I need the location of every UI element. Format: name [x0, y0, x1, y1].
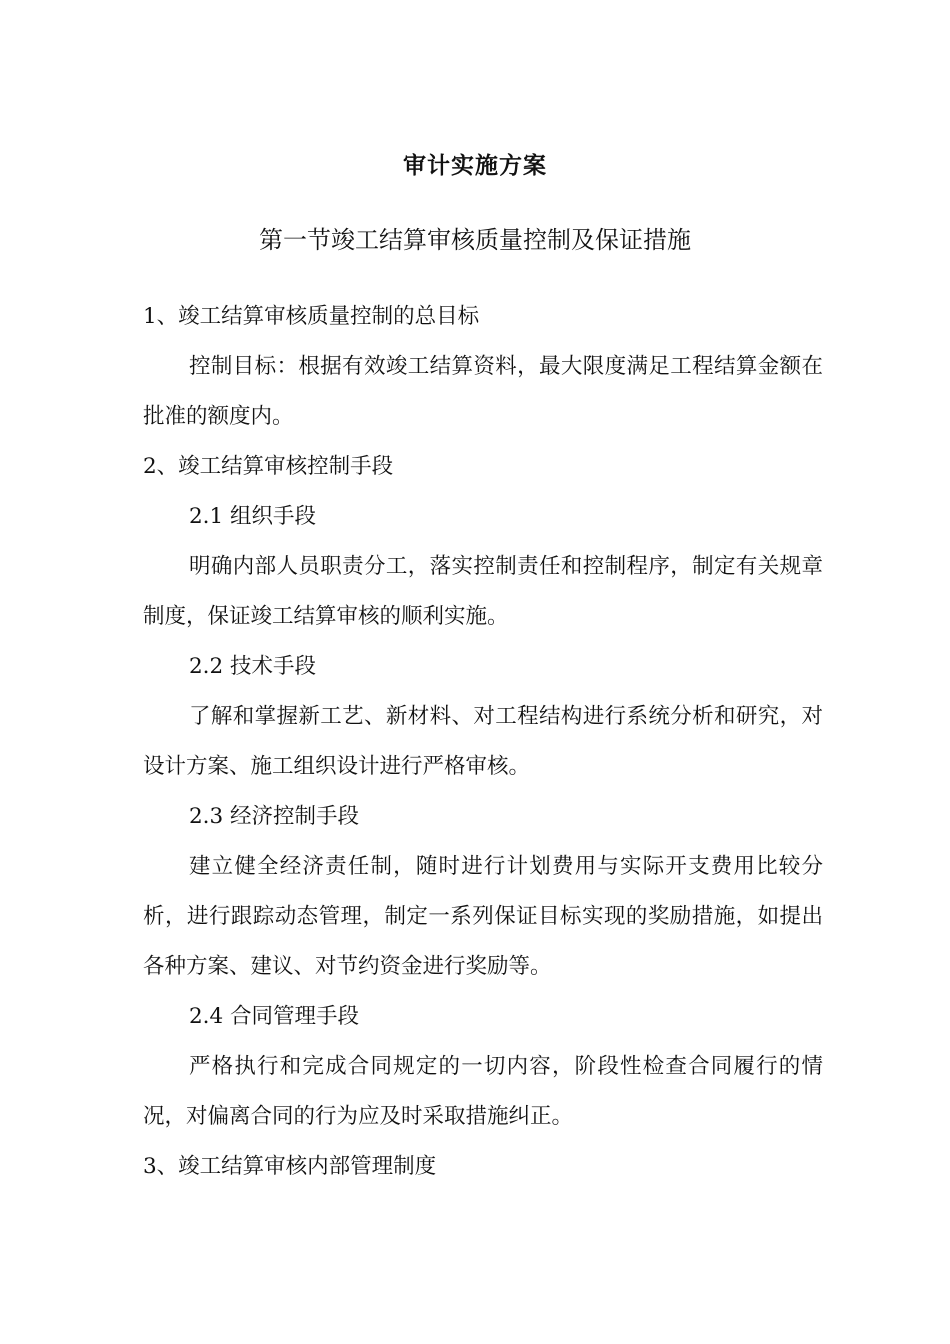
subheading-2-1: 2.1 组织手段 — [189, 504, 317, 529]
paragraph-technical: 了解和掌握新工艺、新材料、对工程结构进行系统分析和研究，对设计方案、施工组织设计进行严格审核。 — [143, 704, 823, 779]
section-title: 第一节竣工结算审核质量控制及保证措施 — [259, 226, 691, 254]
heading-3: 3、竣工结算审核内部管理制度 — [143, 1154, 437, 1179]
paragraph-organization: 明确内部人员职责分工，落实控制责任和控制程序，制定有关规章制度，保证竣工结算审核的顺利实施。 — [143, 554, 823, 629]
document-body — [143, 292, 823, 1192]
subheading-2-4: 2.4 合同管理手段 — [189, 1004, 360, 1029]
paragraph-contract: 严格执行和完成合同规定的一切内容，阶段性检查合同履行的情况，对偏离合同的行为应及时采取措施纠正。 — [143, 1054, 823, 1129]
heading-1: 1、竣工结算审核质量控制的总目标 — [143, 304, 480, 329]
heading-2: 2、竣工结算审核控制手段 — [143, 454, 394, 479]
subheading-2-2: 2.2 技术手段 — [189, 654, 317, 679]
paragraph-economic: 建立健全经济责任制，随时进行计划费用与实际开支费用比较分析，进行跟踪动态管理，制定一系列保证目标实现的奖励措施，如提出各种方案、建议、对节约资金进行奖励等。 — [143, 854, 823, 979]
paragraph-control-target: 控制目标：根据有效竣工结算资料，最大限度满足工程结算金额在批准的额度内。 — [143, 354, 823, 429]
subheading-2-3: 2.3 经济控制手段 — [189, 804, 360, 829]
document-title: 审计实施方案 — [403, 153, 547, 179]
